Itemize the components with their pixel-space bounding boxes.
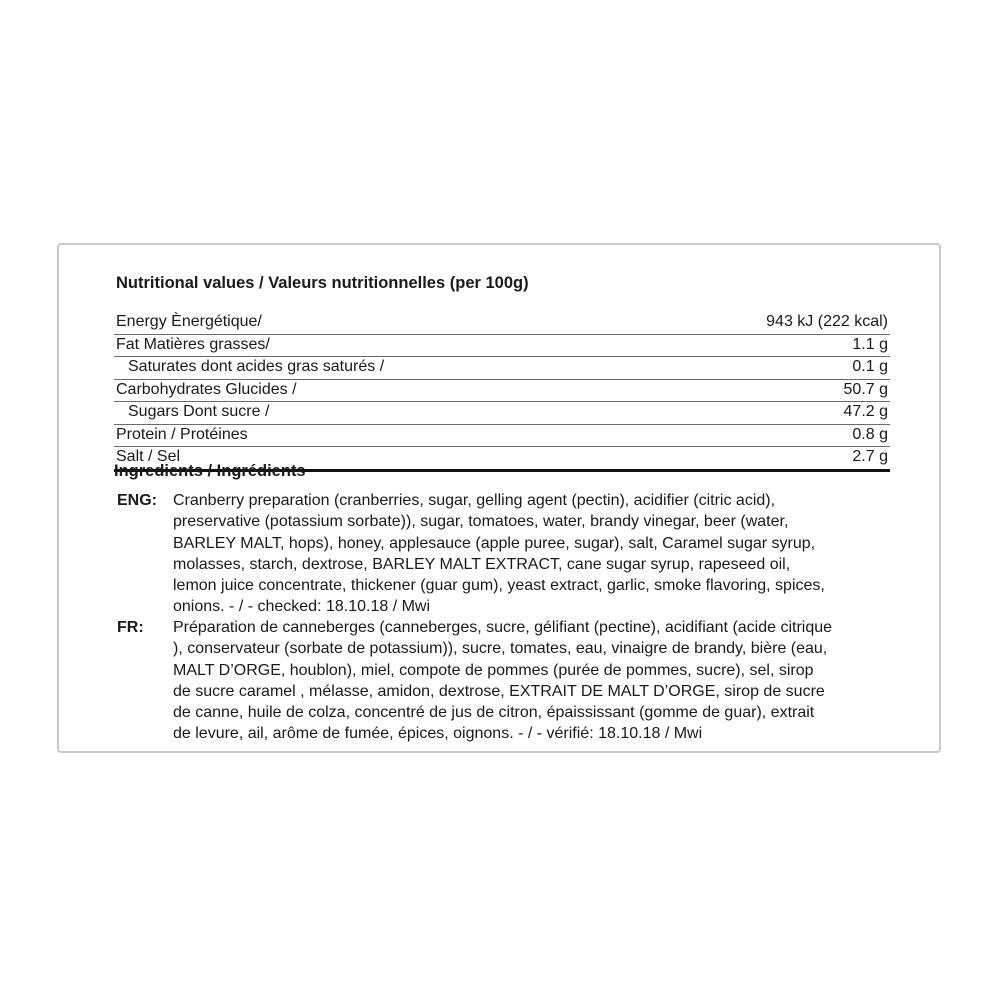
nutrition-row-sugars — [114, 402, 890, 425]
nutrient-label: Salt / Sel — [116, 448, 181, 465]
ingredients-text-eng — [173, 490, 943, 618]
nutrient-label: Saturates dont acides gras saturés / — [128, 358, 385, 375]
nutrient-value: 0.1 g — [852, 358, 888, 375]
nutrition-row-energy — [114, 312, 890, 335]
nutrient-label: Carbohydrates Glucides / — [116, 380, 297, 398]
nutrition-title: Nutritional values / Valeurs nutritionnelles (per 100g) — [116, 274, 529, 292]
nutrient-label: Protein / Protéines — [116, 425, 248, 443]
ingredient-line: de sucre caramel , mélasse, amidon, dextrose, EXTRAIT DE MALT D’ORGE, sirop de sucre — [173, 682, 825, 700]
ingredient-line: Préparation de canneberges (canneberges, sucre, gélifiant (pectine), acidifiant (acide citrique — [173, 619, 833, 636]
nutrient-value: 2.7 g — [852, 448, 888, 465]
ingredients-title: Ingredients / Ingrédients — [114, 462, 306, 480]
ingredient-line: MALT D’ORGE, houblon), miel, compote de pommes (purée de pommes, sucre), sel, sirop — [173, 661, 814, 679]
nutrient-value: 50.7 g — [843, 380, 888, 398]
language-label-eng: ENG: — [117, 492, 157, 509]
ingredient-line: lemon juice concentrate, thickener (guar gum), yeast extract, garlic, smoke flavoring, spices, — [173, 577, 825, 595]
nutrient-label: Sugars Dont sucre / — [128, 403, 270, 420]
ingredient-line: de canne, huile de colza, concentré de jus de citron, épaississant (gomme de guar), extrait — [173, 704, 815, 722]
ingredients-text-fr — [173, 617, 943, 745]
ingredient-line: onions. - / - checked: 18.10.18 / Mwi — [173, 598, 431, 616]
ingredient-line: BARLEY MALT, hops), honey, applesauce (apple puree, sugar), salt, Caramel sugar syrup, — [173, 534, 816, 552]
ingredient-line: Cranberry preparation (cranberries, sugar, gelling agent (pectin), acidifier (citric acid), — [173, 492, 776, 509]
nutrient-value: 47.2 g — [843, 403, 888, 420]
nutrient-value: 943 kJ (222 kcal) — [766, 313, 888, 330]
nutrient-value: 1.1 g — [852, 335, 888, 353]
ingredient-line: molasses, starch, dextrose, BARLEY MALT EXTRACT, cane sugar syrup, rapeseed oil, — [173, 555, 791, 573]
language-label-fr: FR: — [117, 619, 144, 636]
ingredient-line: ), conservateur (sorbate de potassium)), sucre, tomates, eau, vinaigre de brandy, bière (eau, — [173, 640, 828, 658]
nutrition-row-fat — [114, 335, 890, 358]
nutrition-table — [114, 312, 890, 472]
nutrition-row-saturates — [114, 357, 890, 380]
nutrient-label: Fat Matières grasses/ — [116, 335, 270, 353]
nutrition-row-carbohydrates — [114, 380, 890, 403]
ingredient-line: de levure, ail, arôme de fumée, épices, oignons. - / - vérifié: 18.10.18 / Mwi — [173, 725, 703, 743]
nutrition-row-protein — [114, 425, 890, 448]
nutrient-label: Energy Ènergétique/ — [116, 313, 262, 330]
ingredient-line: preservative (potassium sorbate)), sugar, tomatoes, water, brandy vinegar, beer (water, — [173, 513, 789, 531]
nutrient-value: 0.8 g — [852, 425, 888, 443]
nutrition-label-card — [57, 243, 941, 753]
